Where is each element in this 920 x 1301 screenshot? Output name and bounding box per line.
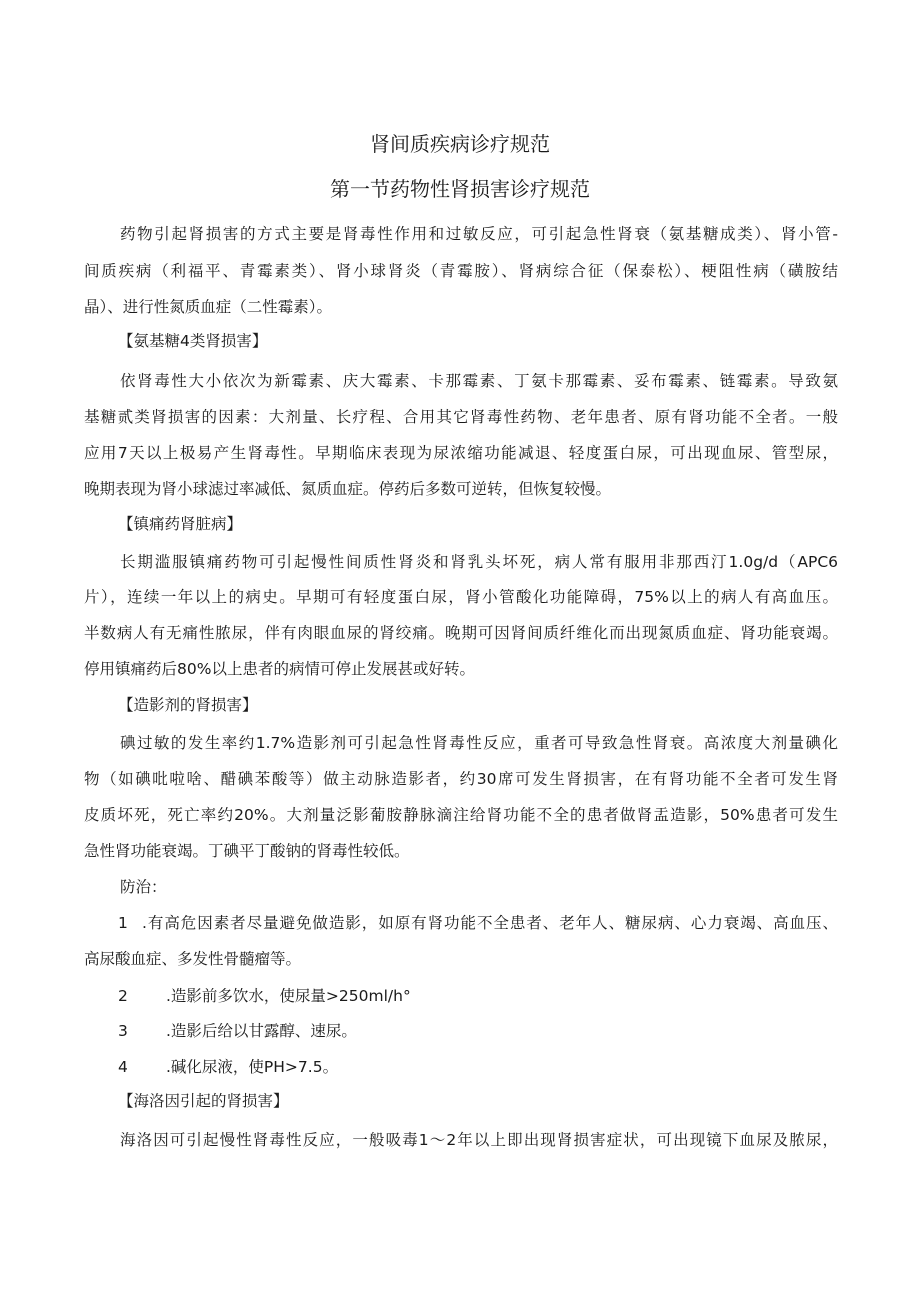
paragraph-line: 急性肾功能衰竭。丁碘平丁酸钠的肾毒性较低。 (84, 842, 410, 860)
section-heading-contrast: 【造影剂的肾损害】 (118, 696, 258, 714)
paragraph-line: 皮质坏死，死亡率约20%。大剂量泛影葡胺静脉滴注给肾功能不全的患者做肾盂造影，50%患者可发生 (84, 806, 838, 824)
paragraph-line: 基糖贰类肾损害的因素：大剂量、长疗程、合用其它肾毒性药物、老年患者、原有肾功能不全者。一般 (84, 408, 838, 426)
list-item-text: .有高危因素者尽量避免做造影，如原有肾功能不全患者、老年人、糖尿病、心力衰竭、高血压、 (142, 914, 838, 932)
paragraph-line: 海洛因可引起慢性肾毒性反应，一般吸毒1～2年以上即出现肾损害症状，可出现镜下血尿及脓尿， (120, 1131, 838, 1149)
list-item-number: 1 (118, 914, 128, 932)
paragraph-line: 半数病人有无痛性脓尿，伴有肉眼血尿的肾绞痛。晚期可因肾间质纤维化而出现氮质血症、肾功能衰竭。 (84, 624, 838, 642)
list-item-number: 4 (118, 1058, 128, 1076)
paragraph-line: 晚期表现为肾小球滤过率减低、氮质血症。停药后多数可逆转，但恢复较慢。 (84, 480, 612, 498)
prevention-label: 防治： (120, 878, 167, 896)
section-title: 第一节药物性肾损害诊疗规范 (330, 177, 590, 201)
paragraph-line: 停用镇痛药后80%以上患者的病情可停止发展甚或好转。 (84, 660, 475, 678)
section-heading-heroin: 【海洛因引起的肾损害】 (118, 1092, 289, 1110)
paragraph-line: 片），连续一年以上的病史。早期可有轻度蛋白尿，肾小管酸化功能障碍，75%以上的病人有高血压。 (84, 588, 838, 606)
list-item-text: .造影后给以甘露醇、速尿。 (166, 1022, 357, 1040)
intro-line-1: 药物引起肾损害的方式主要是肾毒性作用和过敏反应，可引起急性肾衰（氨基糖成类）、肾小管- (120, 225, 838, 243)
paragraph-line: 长期滥服镇痛药物可引起慢性间质性肾炎和肾乳头坏死，病人常有服用非那西汀1.0g/d（APC6 (120, 553, 838, 571)
section-heading-aminoglycoside: 【氨基糖4类肾损害】 (118, 332, 268, 350)
list-item-text: 高尿酸血症、多发性骨髓瘤等。 (84, 950, 302, 968)
paragraph-line: 依肾毒性大小依次为新霉素、庆大霉素、卡那霉素、丁氨卡那霉素、妥布霉素、链霉素。导致氨 (120, 372, 838, 390)
list-item-text: .碱化尿液，使PH>7.5。 (166, 1058, 339, 1076)
paragraph-line: 应用7天以上极易产生肾毒性。早期临床表现为尿浓缩功能减退、轻度蛋白尿，可出现血尿、管型尿， (84, 444, 838, 462)
list-item-text: .造影前多饮水，使尿量>250ml/h° (166, 987, 411, 1005)
paragraph-line: 碘过敏的发生率约1.7%造影剂可引起急性肾毒性反应，重者可导致急性肾衰。高浓度大剂量碘化 (120, 734, 838, 752)
paragraph-line: 物（如碘吡啦啥、醋碘苯酸等）做主动脉造影者，约30席可发生肾损害，在有肾功能不全者可发生肾 (84, 770, 838, 788)
list-item-number: 2 (118, 987, 128, 1005)
intro-line-3: 晶）、进行性氮质血症（二性霉素）。 (84, 298, 333, 316)
list-item-number: 3 (118, 1022, 128, 1040)
section-heading-analgesic: 【镇痛药肾脏病】 (118, 515, 243, 533)
page-title: 肾间质疾病诊疗规范 (370, 132, 550, 156)
intro-line-2: 间质疾病（利福平、青霉素类）、肾小球肾炎（青霉胺）、肾病综合征（保泰松）、梗阻性病（磺胺结 (84, 262, 838, 280)
